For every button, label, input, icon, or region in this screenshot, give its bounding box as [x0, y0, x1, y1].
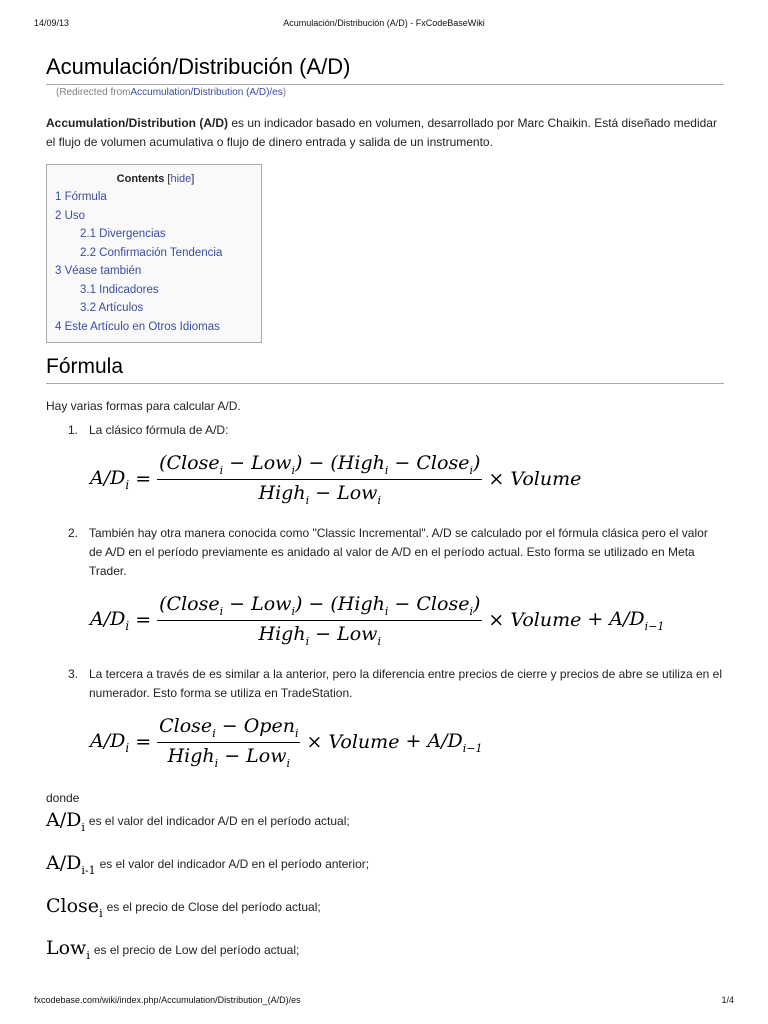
intro-paragraph: [46, 114, 724, 152]
formula-tradestation: [90, 713, 724, 771]
where-symbol: $A/D_i$: [46, 809, 85, 834]
where-item: [46, 852, 724, 877]
print-page-number: 1/4: [721, 995, 734, 1005]
where-label: donde: [46, 791, 80, 805]
formula-lhs: $A/D_i$: [90, 466, 130, 492]
toc-item-idiomas[interactable]: 4 Este Artículo en Otros Idiomas: [55, 320, 220, 333]
list-item: [46, 665, 724, 703]
list-number: 3.: [68, 667, 79, 681]
list-item-text: La clásico fórmula de A/D:: [89, 423, 229, 437]
toc-title: Contents: [116, 173, 165, 185]
where-symbol: $A/D_{i-1}$: [46, 851, 96, 877]
formula-incremental: [90, 591, 724, 649]
redirect-prefix: (Redirected from: [56, 87, 131, 98]
intro-bold: Accumulation/Distribution (A/D): [46, 116, 228, 130]
toc-item-divergencias[interactable]: 2.1 Divergencias: [80, 228, 166, 240]
list-item: [46, 421, 724, 440]
toc-item-vease[interactable]: 3 Véase también: [55, 265, 142, 277]
formula-fraction: $\frac{Close_i - Open_i}{High_i - Low_i}$: [159, 714, 299, 770]
toc-item-indicadores[interactable]: 3.1 Indicadores: [80, 283, 159, 296]
formula-lead: Hay varias formas para calcular A/D.: [46, 399, 241, 413]
formula-equals: =: [135, 468, 152, 490]
toc-heading: [55, 173, 256, 185]
where-desc: es el precio de Close del período actual;: [106, 899, 321, 914]
formula-prev: + $A/D_{i-1}$: [405, 729, 483, 755]
formula-volume: × Volume: [488, 609, 582, 631]
redirect-suffix: ): [282, 87, 287, 98]
toc-item-uso[interactable]: 2 Uso: [55, 209, 86, 222]
toc-hide-link[interactable]: hide: [170, 173, 192, 185]
list-item-text: La tercera a través de es similar a la anterior, pero la diferencia entre precios de cierre y precios de abre se utiliza en el numerador. Esto forma se utiliza en TradeStation.: [89, 667, 722, 700]
print-date: 14/09/13: [34, 18, 70, 28]
article: [46, 52, 724, 962]
list-item: [46, 524, 724, 581]
section-heading-formula: Fórmula: [46, 353, 724, 384]
toc-item-formula[interactable]: 1 Fórmula: [55, 191, 107, 203]
formula-volume: × Volume: [488, 468, 582, 490]
where-desc: es el valor del indicador A/D en el período actual;: [88, 814, 350, 829]
where-symbol: Low$_i$: [46, 937, 90, 963]
formula-classic: [90, 450, 724, 508]
print-url: fxcodebase.com/wiki/index.php/Accumulation/Distribution_(A/D)/es: [34, 995, 301, 1005]
table-of-contents: [46, 164, 262, 343]
list-number: 2.: [68, 526, 79, 540]
list-number: 1.: [68, 423, 79, 437]
formula-volume: × Volume: [306, 731, 400, 753]
formula-prev: + $A/D_{i-1}$: [587, 607, 665, 633]
formula-equals: =: [135, 609, 152, 631]
where-desc: es el precio de Low del período actual;: [93, 942, 300, 957]
page-title: Acumulación/Distribución (A/D): [46, 52, 724, 85]
intro-text: es un indicador basado en volumen, desarrollado por Marc Chaikin. Está diseñado medidar el flujo de volumen acumulativa o flujo de dinero entrada y salida de un instrumento.: [46, 116, 717, 149]
toc-hide-wrapper: [167, 173, 194, 185]
formula-lhs: $A/D_i$: [90, 729, 130, 755]
where-item: [46, 895, 724, 920]
where-desc: es el valor del indicador A/D en el período anterior;: [99, 857, 370, 872]
where-symbol: Close$_i$: [46, 894, 103, 920]
formula-lhs: $A/D_i$: [90, 607, 130, 633]
formula-equals: =: [135, 731, 152, 753]
toc-bracket-open: [: [167, 173, 171, 185]
print-title: Acumulación/Distribución (A/D) - FxCodeBaseWiki: [283, 18, 485, 28]
formula-fraction: $\frac{(Close_i - Low_i) - (High_i - Close_i)}{High_i - Low_i}$: [159, 592, 481, 648]
redirect-note: [56, 87, 724, 98]
where-item: [46, 937, 724, 962]
toc-item-confirmacion[interactable]: 2.2 Confirmación Tendencia: [80, 246, 223, 259]
formula-fraction: $\frac{(Close_i - Low_i) - (High_i - Close_i)}{High_i - Low_i}$: [159, 451, 481, 507]
list-item-text: También hay otra manera conocida como "Classic Incremental". A/D se calculado por el fórmula clásica pero el valor de A/D en el período previamente es anidado al valor de A/D en el período actual. Esto forma se utilizado en Meta Trader.: [89, 526, 708, 578]
toc-bracket-close: ]: [191, 173, 195, 185]
redirect-link[interactable]: Accumulation/Distribution (A/D)/es: [130, 87, 283, 98]
toc-item-articulos[interactable]: 3.2 Artículos: [80, 302, 144, 314]
where-item: [46, 809, 724, 834]
